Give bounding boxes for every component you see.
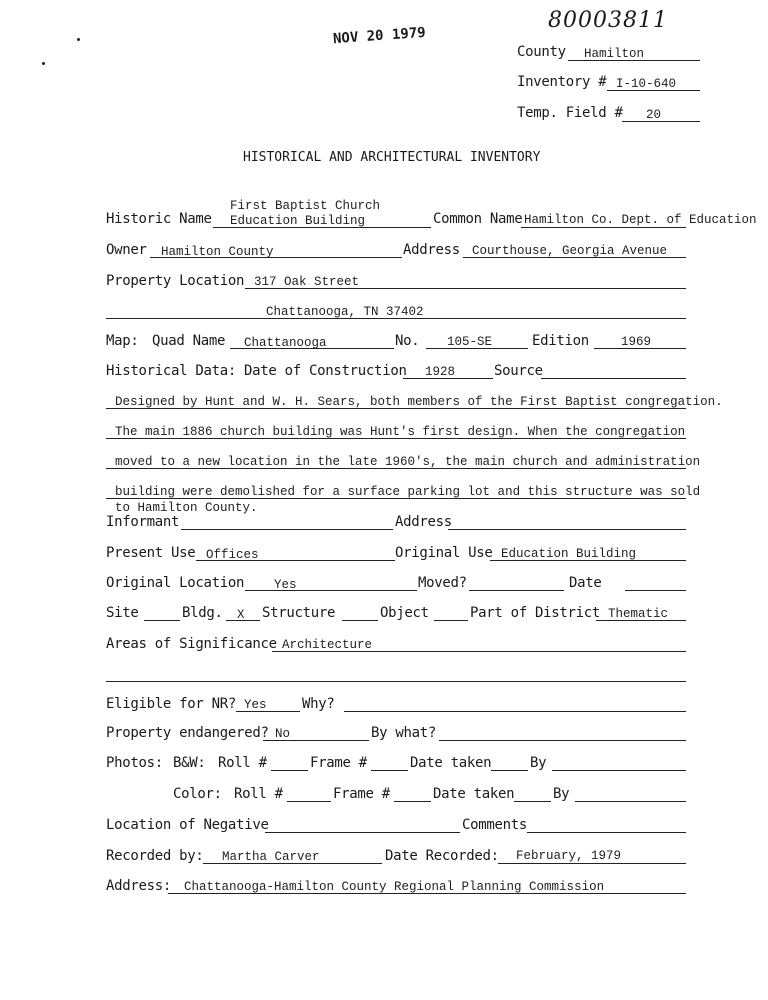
bw-frame-underline	[371, 770, 408, 771]
common-name-value: Hamilton Co. Dept. of Education	[524, 213, 757, 227]
why-underline	[344, 711, 686, 712]
common-name-underline	[521, 227, 686, 228]
inventory-underline	[607, 90, 700, 91]
date-recorded-underline	[498, 863, 686, 864]
scan-speck	[42, 62, 45, 65]
edition-label: Edition	[532, 333, 589, 349]
original-use-label: Original Use	[395, 545, 493, 561]
recorded-by-value: Martha Carver	[222, 850, 320, 864]
bw-date-taken-label: Date taken	[410, 755, 492, 771]
location-of-negative-label: Location of Negative	[106, 817, 269, 833]
bw-roll-underline	[271, 770, 308, 771]
bw-roll-label: Roll #	[218, 755, 267, 771]
property-location-line2: Chattanooga, TN 37402	[266, 305, 424, 319]
recorded-by-label: Recorded by:	[106, 848, 204, 864]
narrative-line-1: Designed by Hunt and W. H. Sears, both members of the First Baptist congregation.	[115, 395, 723, 409]
bldg-value: X	[237, 608, 245, 622]
areas-of-significance-underline	[272, 651, 686, 652]
narrative-line-3: moved to a new location in the late 1960's, the main church and administration	[115, 455, 701, 469]
edition-value: 1969	[621, 335, 652, 349]
original-location-label: Original Location	[106, 575, 245, 591]
form-title: HISTORICAL AND ARCHITECTURAL INVENTORY	[243, 150, 541, 165]
narrative-underline-1	[106, 408, 686, 409]
date-recorded-value: February, 1979	[516, 849, 622, 863]
received-date-stamp: NOV 20 1979	[332, 24, 427, 48]
quad-name-underline	[230, 348, 394, 349]
bw-by-label: By	[530, 755, 547, 771]
county-value: Hamilton	[584, 47, 645, 61]
source-label: Source	[494, 363, 543, 379]
historic-name-underline	[213, 227, 431, 228]
site-label: Site	[106, 605, 139, 621]
scan-speck	[77, 38, 80, 41]
bw-date-taken-underline	[491, 770, 528, 771]
property-location-underline2	[106, 318, 686, 319]
color-frame-underline	[394, 801, 431, 802]
inventory-value: I-10-640	[616, 77, 677, 91]
informant-address-label: Address	[395, 514, 452, 530]
informant-address-underline	[448, 529, 686, 530]
quad-name-label: Quad Name	[152, 333, 226, 349]
structure-label: Structure	[262, 605, 336, 621]
location-of-negative-underline	[265, 832, 460, 833]
source-underline	[541, 378, 686, 379]
informant-underline	[181, 529, 393, 530]
object-underline	[434, 620, 468, 621]
comments-label: Comments	[462, 817, 528, 833]
recorded-by-underline	[203, 863, 382, 864]
recorder-address-underline	[168, 893, 686, 894]
owner-underline	[150, 257, 402, 258]
areas-of-significance-label: Areas of Significance	[106, 636, 277, 652]
color-date-taken-label: Date taken	[433, 786, 515, 802]
original-location-value: Yes	[274, 578, 297, 592]
quad-name-value: Chattanooga	[244, 336, 327, 350]
bw-label: B&W:	[173, 755, 206, 771]
areas-of-significance-underline-2	[106, 681, 686, 682]
narrative-line-2: The main 1886 church building was Hunt's first design. When the congregation	[115, 425, 686, 439]
map-number-label: No.	[395, 333, 420, 349]
narrative-underline-3	[106, 468, 686, 469]
moved-date-underline	[625, 590, 686, 591]
by-what-label: By what?	[371, 725, 437, 741]
part-of-district-label: Part of District	[470, 605, 601, 621]
color-roll-underline	[287, 801, 331, 802]
historic-name-line1: First Baptist Church	[230, 199, 381, 213]
date-recorded-label: Date Recorded:	[385, 848, 499, 864]
narrative-line-4: building were demolished for a surface parking lot and this structure was sold	[115, 485, 701, 499]
site-underline	[144, 620, 180, 621]
property-endangered-value: No	[275, 727, 291, 741]
by-what-underline	[439, 740, 686, 741]
comments-underline	[527, 832, 686, 833]
temp-field-value: 20	[646, 108, 662, 122]
temp-field-underline	[622, 121, 700, 122]
moved-label: Moved?	[418, 575, 467, 591]
narrative-underline-2	[106, 438, 686, 439]
original-use-underline	[490, 560, 686, 561]
present-use-value: Offices	[206, 548, 259, 562]
photos-label: Photos:	[106, 755, 163, 771]
date-of-construction-label: Date of Construction	[244, 363, 407, 379]
date-of-construction-underline	[403, 378, 493, 379]
property-location-underline1	[245, 288, 686, 289]
moved-date-label: Date	[569, 575, 602, 591]
color-date-taken-underline	[514, 801, 551, 802]
original-location-underline	[245, 590, 417, 591]
recorder-address-value: Chattanooga-Hamilton County Regional Planning Commission	[184, 880, 605, 894]
bldg-label: Bldg.	[182, 605, 223, 621]
property-location-line1: 317 Oak Street	[254, 275, 360, 289]
common-name-label: Common Name	[433, 211, 523, 227]
bw-by-underline	[552, 770, 686, 771]
color-by-underline	[575, 801, 686, 802]
property-location-label: Property Location	[106, 273, 245, 289]
eligible-nr-label: Eligible for NR?	[106, 696, 237, 712]
map-label: Map:	[106, 333, 139, 349]
informant-label: Informant	[106, 514, 180, 530]
color-by-label: By	[553, 786, 570, 802]
why-label: Why?	[302, 696, 335, 712]
original-use-value: Education Building	[501, 547, 637, 561]
historic-name-line2: Education Building	[230, 214, 366, 228]
moved-underline	[469, 590, 564, 591]
part-of-district-value: Thematic	[608, 607, 669, 621]
owner-value: Hamilton County	[161, 245, 274, 259]
areas-of-significance-value: Architecture	[282, 638, 373, 652]
county-label: County	[517, 44, 566, 60]
address-underline	[463, 257, 686, 258]
map-number-value: 105-SE	[447, 335, 493, 349]
date-of-construction-value: 1928	[425, 365, 456, 379]
inventory-label: Inventory #	[517, 74, 607, 90]
narrative-line-5: to Hamilton County.	[115, 501, 258, 515]
present-use-underline	[196, 560, 395, 561]
historical-data-label: Historical Data:	[106, 363, 237, 379]
bw-frame-label: Frame #	[310, 755, 367, 771]
edition-underline	[594, 348, 686, 349]
address-value: Courthouse, Georgia Avenue	[472, 244, 668, 258]
color-roll-label: Roll #	[234, 786, 283, 802]
map-number-underline	[426, 348, 528, 349]
handwritten-reference-number: 80003811	[548, 8, 668, 33]
property-endangered-label: Property endangered?	[106, 725, 269, 741]
part-of-district-underline	[596, 620, 686, 621]
eligible-nr-value: Yes	[244, 698, 267, 712]
temp-field-label: Temp. Field #	[517, 105, 623, 121]
property-endangered-underline	[263, 740, 369, 741]
present-use-label: Present Use	[106, 545, 196, 561]
structure-underline	[342, 620, 378, 621]
narrative-underline-4	[106, 498, 686, 499]
recorder-address-label: Address:	[106, 878, 172, 894]
color-label: Color:	[173, 786, 222, 802]
eligible-nr-underline	[236, 711, 300, 712]
color-frame-label: Frame #	[333, 786, 390, 802]
historic-name-label: Historic Name	[106, 211, 212, 227]
county-underline	[568, 60, 700, 61]
bldg-underline	[226, 620, 260, 621]
address-label: Address	[403, 242, 460, 258]
object-label: Object	[380, 605, 429, 621]
owner-label: Owner	[106, 242, 147, 258]
